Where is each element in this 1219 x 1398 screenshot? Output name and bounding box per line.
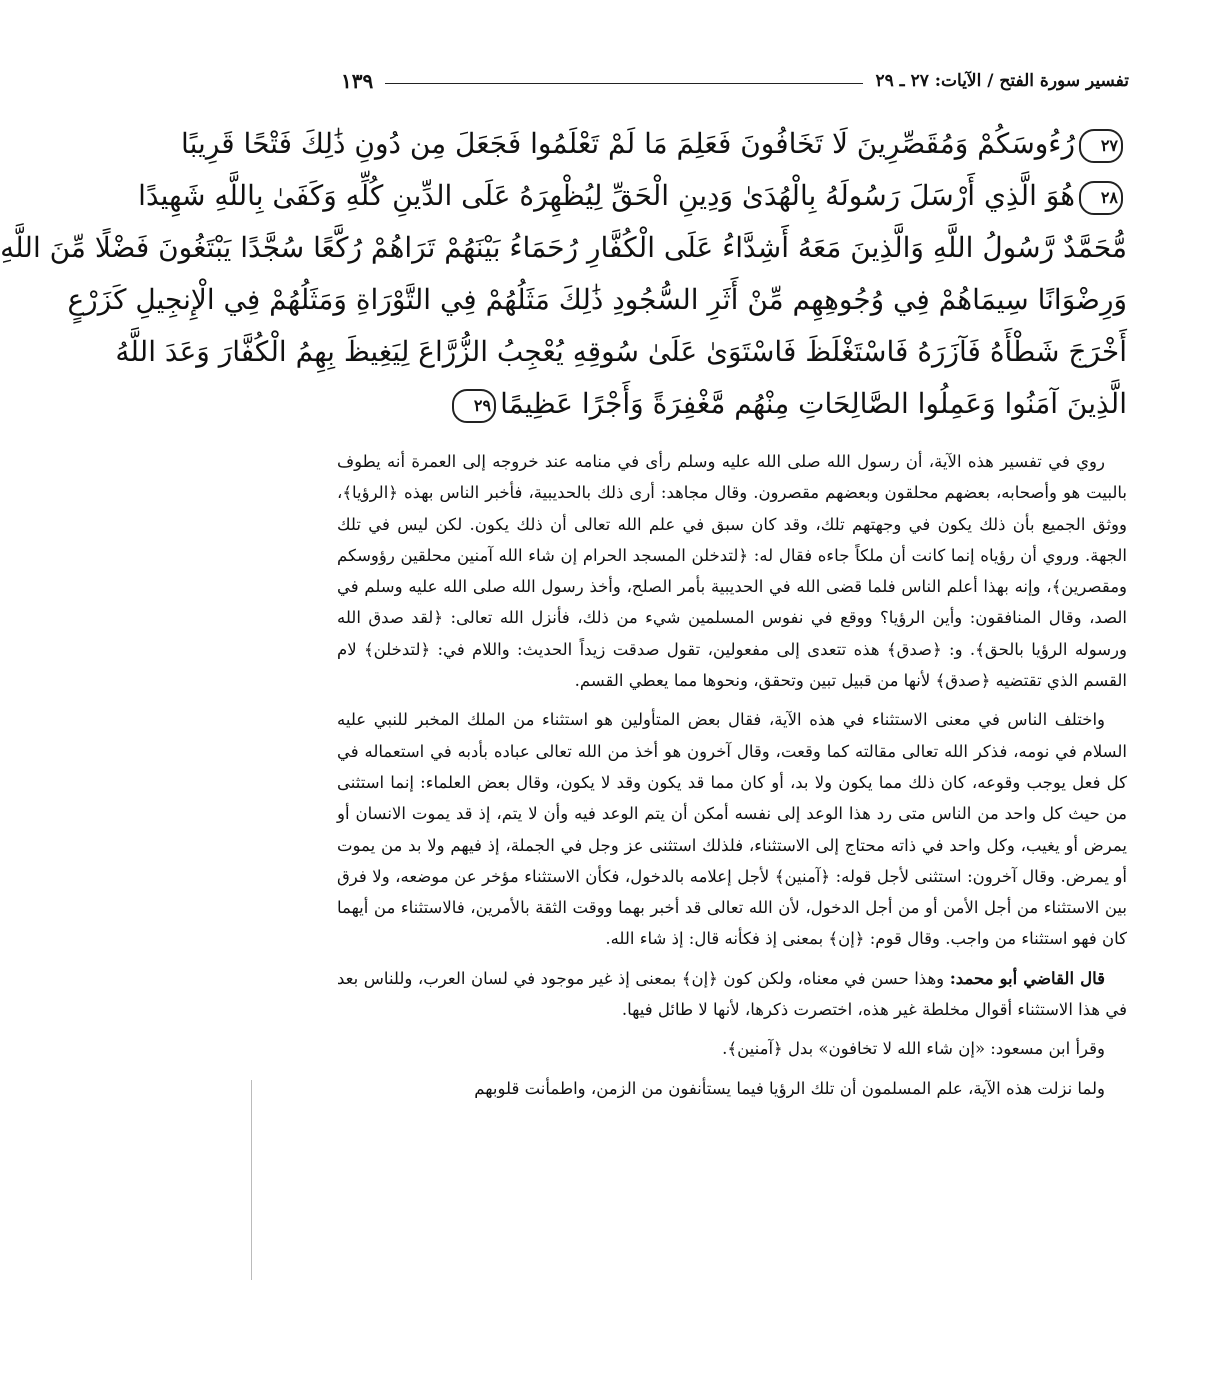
scan-margin-mark — [251, 1080, 254, 1280]
ayah-number-marker: ٢٩ — [452, 389, 496, 423]
page-number: ١٣٩ — [341, 69, 374, 93]
quran-line — [67, 274, 1127, 326]
commentary-paragraph — [337, 963, 1127, 1026]
commentary-paragraph: واختلف الناس في معنى الاستثناء في هذه الآية، فقال بعض المتأولين هو استثناء من الملك المخبر للنبي عليه السلام في نومه، فذكر الله تعالى مقالته كما وقعت، وقال آخرون هو أخذ من الله تعالى عباده بأدبه في استعماله في كل فعل يوجب وقوعه، كان ذلك مما يكون ولا بد، أو كان مما قد يكون وقد لا يكون، وقال بعض العلماء: إنما استثنى من حيث كل واحد من الناس متى رد هذا الوعد إلى نفسه أمكن أن يتم الوعد فيه وأن لا يتم، إذ قد يموت الانسان أو يمرض أو يغيب، وكل واحد في ذاته محتاج إلى الاستثناء، فلذلك استثنى عز وجل في الجملة، إذ فيهم ولا بد من يموت أو يمرض. وقال آخرون: استثنى لأجل قوله: ﴿آمنين﴾ لأجل إعلامه بالدخول، فكأن الاستثناء مؤخر عن موضعه، ولا فرق بين الاستثناء من أجل الأمن أو من أجل الدخول، لأن الله تعالى قد أخبر بهما ووقت الثقة بالأمرين، فالاستثناء من أيهما كان فهو استثناء من واجب. وقال قوم: ﴿إن﴾ بمعنى إذ فكأنه قال: إذ شاء الله. — [337, 710, 1127, 949]
header-rule — [385, 83, 863, 84]
quran-line — [138, 170, 1127, 222]
running-title: تفسير سورة الفتح / الآيات: ٢٧ ـ ٢٩ — [875, 71, 1129, 91]
quran-line-text: هُوَ الَّذِي أَرْسَلَ رَسُولَهُ بِالْهُدَىٰ وَدِينِ الْحَقِّ لِيُظْهِرَهُ عَلَى الدِّينِ كُلِّهِ وَكَفَىٰ بِاللَّهِ شَهِيدًا — [138, 179, 1075, 212]
commentary-paragraph: وقرأ ابن مسعود: «إن شاء الله لا تخافون» بدل ﴿آمنين﴾. — [722, 1039, 1105, 1059]
ayah-number-marker: ٢٧ — [1079, 129, 1123, 163]
quran-line — [0, 222, 1127, 274]
quran-line — [115, 326, 1127, 378]
page-header — [341, 66, 1129, 96]
commentary-paragraph: روي في تفسير هذه الآية، أن رسول الله صلى الله عليه وسلم رأى في منامه عند خروجه إلى العمرة أنه يطوف بالبيت هو وأصحابه، بعضهم محلقون وبعضهم مقصرون. وقال مجاهد: أرى ذلك بالحديبية، فأخبر الناس بهذه ﴿الرؤيا﴾، ووثق الجميع بأن ذلك يكون في وجهتهم تلك، وقد كان سبق في علم الله تعالى أن ذلك يكون. لكن ليس في تلك الجهة. وروي أن رؤياه إنما كانت أن ملكاً جاءه فقال له: ﴿لتدخلن المسجد الحرام إن شاء الله آمنين محلقين رؤوسكم ومقصرين﴾، وإنه بهذا أعلم الناس فلما قضى الله في الحديبية بأمر الصلح، وأخذ رسول الله صلى الله عليه وسلم في الصد، وقال المنافقون: وأين الرؤيا؟ ووقع في نفوس المسلمين شيء من ذلك، فأنزل الله تعالى: ﴿لقد صدق الله ورسوله الرؤيا بالحق﴾. و: ﴿صدق﴾ هذه تتعدى إلى مفعولين، تقول صدقت زيداً الحديث: واللام في: ﴿لتدخلن﴾ لام القسم الذي تقتضيه ﴿صدق﴾ لأنها من قبيل تبين وتحقق، ونحوها مما يعطي القسم. — [337, 452, 1127, 691]
quran-line-text: أَخْرَجَ شَطْأَهُ فَآزَرَهُ فَاسْتَغْلَظَ فَاسْتَوَىٰ عَلَىٰ سُوقِهِ يُعْجِبُ الزُّرَّاعَ لِيَغِيظَ بِهِمُ الْكُفَّارَ وَعَدَ اللَّهُ — [115, 335, 1127, 368]
commentary-body — [337, 446, 1127, 1112]
quran-line-text: رُءُوسَكُمْ وَمُقَصِّرِينَ لَا تَخَافُونَ فَعَلِمَ مَا لَمْ تَعْلَمُوا فَجَعَلَ مِن دُونِ ذَٰلِكَ فَتْحًا قَرِيبًا — [181, 127, 1075, 160]
paragraph-text: وهذا حسن في معناه، ولكن كون ﴿إن﴾ بمعنى إذ غير موجود في لسان العرب، وللناس بعد في هذا الاستثناء أقوال مخلطة غير هذه، اختصرت ذكرها، لأنها لا طائل فيها. — [337, 968, 1127, 1020]
quran-line — [181, 118, 1127, 170]
speaker-label: قال القاضي أبو محمد: — [949, 968, 1105, 988]
quran-line-text: مُّحَمَّدٌ رَّسُولُ اللَّهِ وَالَّذِينَ مَعَهُ أَشِدَّاءُ عَلَى الْكُفَّارِ رُحَمَاءُ بَيْنَهُمْ تَرَاهُمْ رُكَّعًا سُجَّدًا يَبْتَغُونَ فَضْلًا مِّنَ اللَّهِ — [0, 231, 1127, 264]
commentary-paragraph: ولما نزلت هذه الآية، علم المسلمون أن تلك الرؤيا فيما يستأنفون من الزمن، واطمأنت قلوبهم — [474, 1078, 1105, 1098]
quran-line-text: الَّذِينَ آمَنُوا وَعَمِلُوا الصَّالِحَاتِ مِنْهُم مَّغْفِرَةً وَأَجْرًا عَظِيمًا — [500, 387, 1127, 420]
quran-line — [337, 378, 1127, 430]
quran-line-text: وَرِضْوَانًا سِيمَاهُمْ فِي وُجُوهِهِم مِّنْ أَثَرِ السُّجُودِ ذَٰلِكَ مَثَلُهُمْ فِي التَّوْرَاةِ وَمَثَلُهُمْ فِي الْإِنجِيلِ كَزَرْعٍ — [67, 283, 1127, 316]
quran-verses-block — [0, 118, 1127, 430]
ayah-number-marker: ٢٨ — [1079, 181, 1123, 215]
